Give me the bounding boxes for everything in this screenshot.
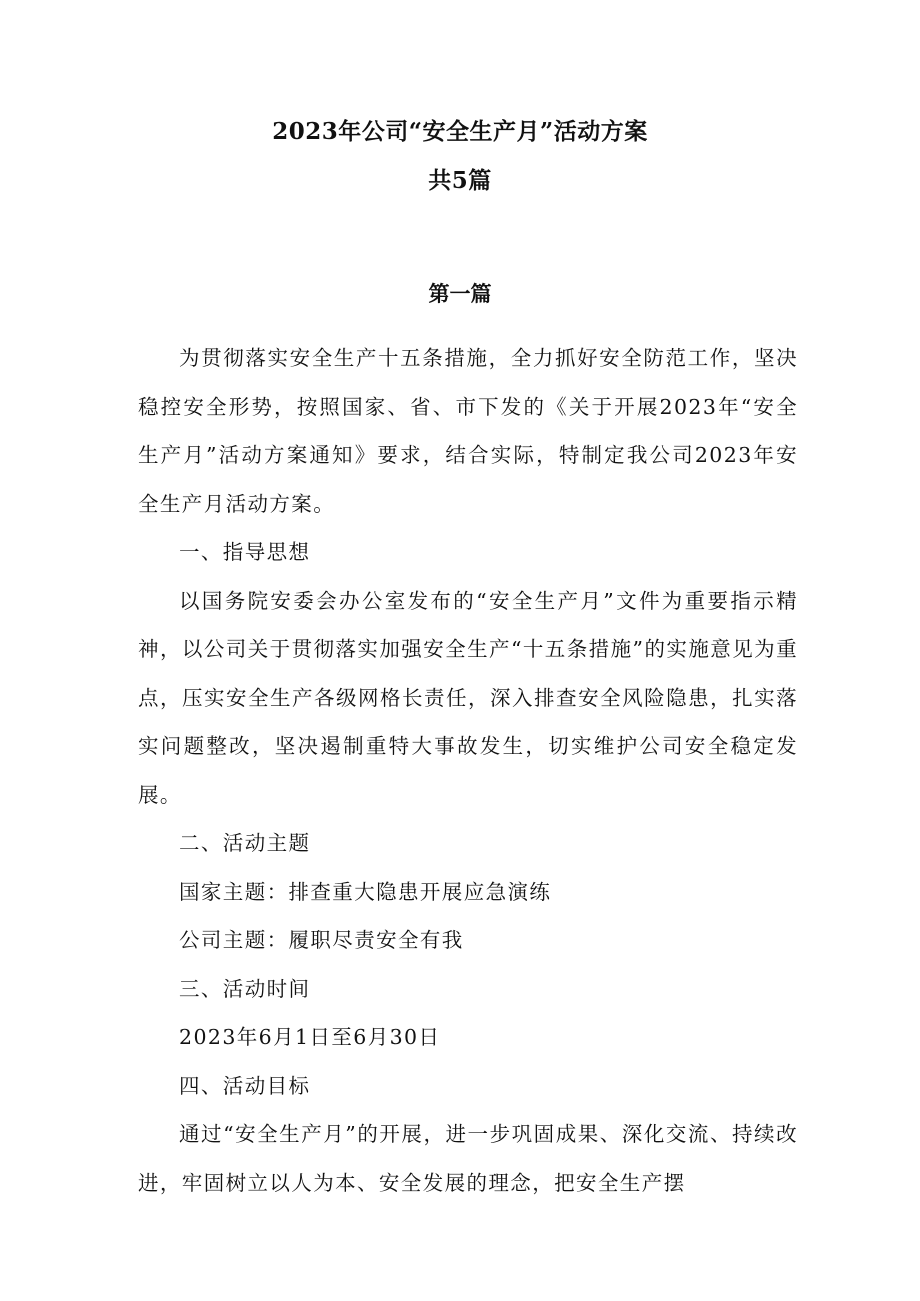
section-heading: 一、指导思想	[179, 540, 311, 564]
section-heading: 二、活动主题	[179, 831, 311, 855]
body-paragraph: 国家主题：排查重大隐患开展应急演练	[179, 879, 552, 904]
body-paragraph: 为贯彻落实安全生产十五条措施，全力抓好安全防范工作，坚决稳控安全形势，按照国家、省、市下发的《关于开展2023年“安全生产月”活动方案通知》要求，结合实际，特制定我公司2023年安全生产月活动方案。	[138, 346, 798, 516]
body-paragraph: 通过“安全生产月”的开展，进一步巩固成果、深化交流、持续改进，牢固树立以人为本、安全发展的理念，把安全生产摆	[138, 1122, 798, 1195]
section-heading: 四、活动目标	[179, 1073, 311, 1098]
section-title: 第一篇	[428, 281, 492, 306]
section-heading: 三、活动时间	[179, 976, 311, 1001]
document-subtitle: 共5篇	[428, 167, 492, 194]
document-body	[138, 334, 798, 1207]
document-title: 2023年公司“安全生产月”活动方案	[272, 118, 648, 145]
body-paragraph: 公司主题：履职尽责安全有我	[179, 928, 464, 952]
body-paragraph: 2023年6月1日至6月30日	[179, 1025, 441, 1049]
body-paragraph: 以国务院安委会办公室发布的“安全生产月”文件为重要指示精神，以公司关于贯彻落实加强安全生产“十五条措施”的实施意见为重点，压实安全生产各级网格长责任，深入排查安全风险隐患，扎实落实问题整改，坚决遏制重特大事故发生，切实维护公司安全稳定发展。	[138, 588, 798, 807]
